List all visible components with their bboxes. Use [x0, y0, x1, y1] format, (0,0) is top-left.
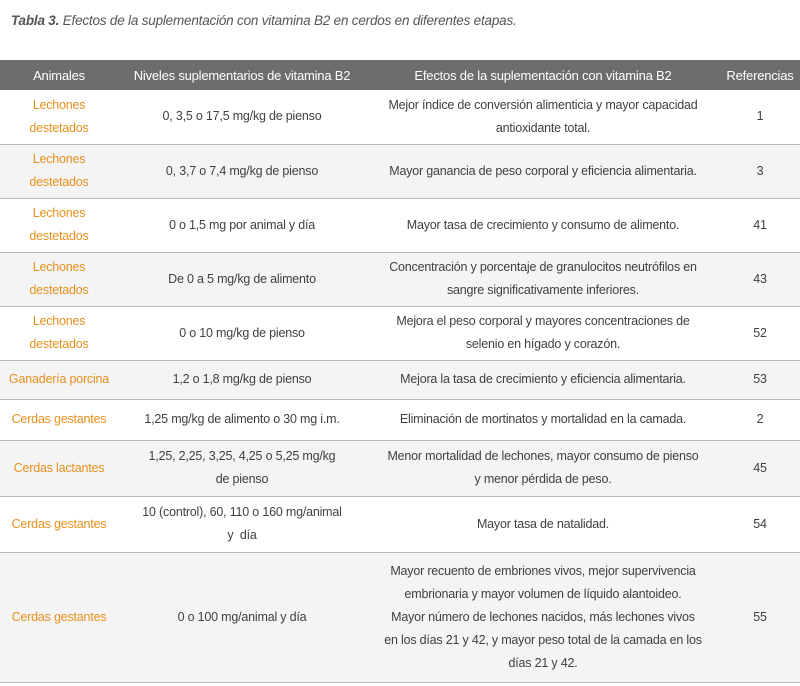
table-header-row [0, 60, 800, 90]
cell-animal: Cerdas lactantes [13, 460, 105, 475]
cell-level: 0 o 1,5 mg por animal y día [168, 217, 316, 232]
table-row [0, 306, 800, 360]
cell-effect: Mejora el peso corporal y mayores concentraciones de selenio en hígado y corazón. [396, 314, 690, 351]
cell-ref: 3 [756, 163, 764, 178]
cell-effect: Mayor ganancia de peso corporal y eficiencia alimentaria. [389, 163, 697, 178]
cell-level: 1,25 mg/kg de alimento o 30 mg i.m. [144, 412, 340, 426]
cell-effect: Mayor tasa de crecimiento y consumo de alimento. [406, 217, 680, 232]
vitamin-b2-table [0, 60, 800, 683]
cell-level: De 0 a 5 mg/kg de alimento [168, 271, 316, 286]
cell-level: 0, 3,5 o 17,5 mg/kg de pienso [162, 109, 322, 124]
cell-ref: 1 [756, 109, 764, 124]
header-efectos: Efectos de la suplementación con vitamina B2 [414, 67, 672, 83]
cell-animal: Cerdas gestantes [11, 609, 107, 624]
cell-animal: Cerdas gestantes [11, 412, 107, 426]
cell-ref: 43 [753, 271, 767, 286]
cell-animal: Ganadería porcina [8, 372, 110, 386]
cell-animal: Lechones destetados [29, 260, 89, 297]
table-row [0, 496, 800, 552]
cell-animal: Lechones destetados [29, 314, 89, 351]
cell-ref: 52 [753, 325, 767, 340]
cell-ref: 55 [753, 609, 767, 624]
table-caption-label: Tabla 3. [11, 13, 60, 28]
cell-effect: Mayor recuento de embriones vivos, mejor supervivencia embrionaria y mayor volumen de líquido alantoideo. Mayor número de lechones nacidos, más lechones vivos en los días 21 y 42, y mayor peso total de la camada en los días 21 y 42. [384, 563, 702, 670]
cell-ref: 41 [753, 217, 767, 232]
cell-level: 0 o 100 mg/animal y día [177, 609, 307, 624]
cell-effect: Eliminación de mortinatos y mortalidad en la camada. [399, 412, 687, 426]
table-row [0, 198, 800, 252]
cell-effect: Menor mortalidad de lechones, mayor consumo de pienso y menor pérdida de peso. [387, 449, 699, 486]
table-row [0, 440, 800, 496]
table-row [0, 399, 800, 440]
cell-ref: 53 [753, 372, 767, 386]
cell-ref: 45 [753, 460, 767, 475]
cell-animal: Lechones destetados [29, 97, 89, 135]
cell-level: 1,2 o 1,8 mg/kg de pienso [172, 372, 312, 386]
header-animales: Animales [33, 67, 85, 83]
cell-level: 1,25, 2,25, 3,25, 4,25 o 5,25 mg/kg de pienso [148, 449, 336, 486]
table-row [0, 90, 800, 144]
table-row [0, 552, 800, 682]
cell-effect: Mejora la tasa de crecimiento y eficiencia alimentaria. [400, 372, 686, 386]
cell-ref: 2 [756, 412, 764, 426]
cell-level: 10 (control), 60, 110 o 160 mg/animal y día [142, 505, 342, 542]
cell-animal: Lechones destetados [29, 206, 89, 243]
cell-animal: Cerdas gestantes [11, 516, 107, 531]
cell-effect: Mayor tasa de natalidad. [476, 516, 610, 531]
header-niveles: Niveles suplementarios de vitamina B2 [133, 67, 351, 83]
table-caption-text: Efectos de la suplementación con vitamina B2 en cerdos en diferentes etapas. [59, 13, 517, 28]
cell-level: 0, 3,7 o 7,4 mg/kg de pienso [165, 163, 319, 178]
cell-level: 0 o 10 mg/kg de pienso [179, 325, 305, 340]
table-row [0, 360, 800, 399]
header-referencias: Referencias [726, 67, 794, 83]
cell-ref: 54 [753, 516, 767, 531]
table-row [0, 144, 800, 198]
table-row [0, 252, 800, 306]
table-caption [11, 13, 517, 28]
cell-effect: Mejor índice de conversión alimenticia y mayor capacidad antioxidante total. [388, 97, 698, 135]
cell-effect: Concentración y porcentaje de granulocitos neutrófilos en sangre significativamente inferiores. [389, 260, 697, 297]
cell-animal: Lechones destetados [29, 152, 89, 189]
